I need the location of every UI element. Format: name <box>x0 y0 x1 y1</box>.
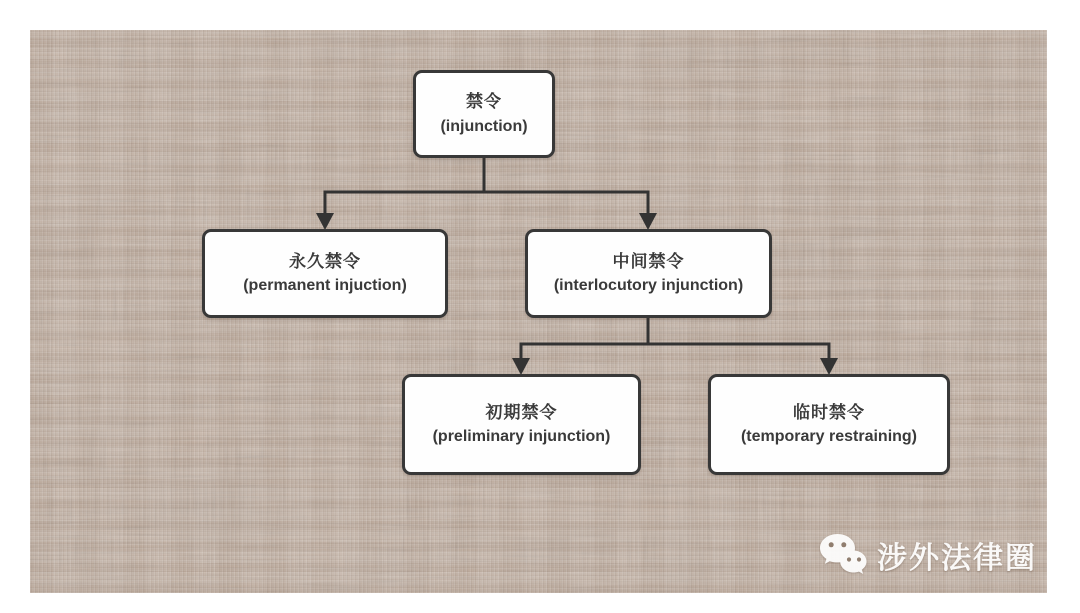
arrowhead-permanent <box>316 213 334 230</box>
arrowhead-temporary <box>820 358 838 375</box>
node-permanent-injunction <box>202 229 448 318</box>
connector-level1-bracket <box>325 192 648 215</box>
node-permanent-label-en: (permanent injuction) <box>243 277 407 295</box>
node-preliminary-label-en: (preliminary injunction) <box>432 428 611 446</box>
watermark-text: 涉外法律圈 <box>877 541 1037 575</box>
node-preliminary-label-zh: 初期禁令 <box>485 402 558 422</box>
node-temporary-label-zh: 临时禁令 <box>793 402 865 422</box>
node-injunction <box>413 70 555 158</box>
node-interlocutory-label-zh: 中间禁令 <box>612 251 685 271</box>
node-interlocutory-injunction <box>525 229 772 318</box>
wechat-logo-icon <box>818 532 868 577</box>
node-interlocutory-label-en: (interlocutory injunction) <box>553 277 744 295</box>
arrowhead-preliminary <box>512 358 530 375</box>
node-temporary-restraining <box>708 374 950 475</box>
diagram-canvas <box>30 30 1047 593</box>
node-temporary-label-en: (temporary restraining) <box>740 428 918 446</box>
node-injunction-label-en: (injunction) <box>440 117 528 135</box>
connector-level2-bracket <box>521 344 829 360</box>
node-permanent-label-zh: 永久禁令 <box>289 251 361 271</box>
node-injunction-label-zh: 禁令 <box>466 92 502 112</box>
arrowhead-interlocutory <box>639 213 657 230</box>
watermark <box>818 532 1037 577</box>
node-preliminary-injunction <box>402 374 641 475</box>
